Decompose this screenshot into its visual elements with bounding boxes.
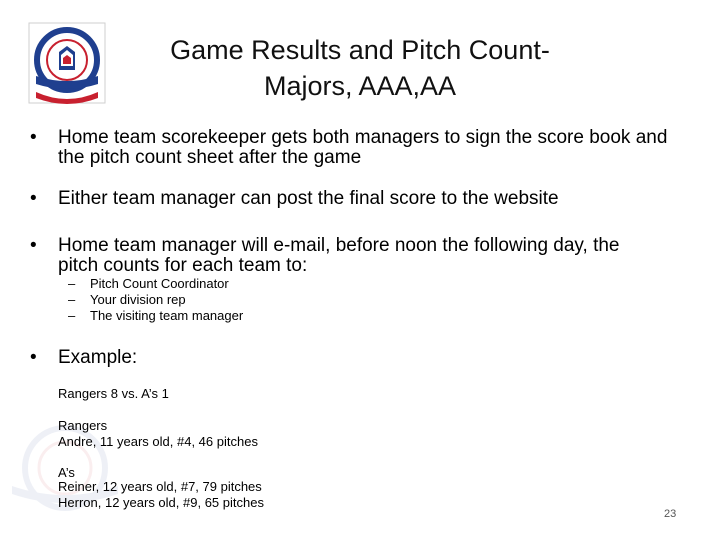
bullet-line: the pitch count sheet after the game bbox=[58, 147, 362, 168]
example-score-line: Rangers 8 vs. A’s 1 bbox=[58, 386, 169, 401]
example-pitcher-line: Andre, 11 years old, #4, 46 pitches bbox=[58, 434, 258, 449]
bullet-symbol: • bbox=[30, 347, 37, 368]
bullet-line: Example: bbox=[58, 347, 138, 368]
example-team2-name: A’s bbox=[58, 465, 75, 480]
bullet-line: pitch counts for each team to: bbox=[58, 255, 308, 276]
slide-title bbox=[130, 32, 590, 104]
sub-item-text: Your division rep bbox=[90, 292, 186, 307]
bullet-text bbox=[58, 236, 620, 276]
bullet-text bbox=[58, 189, 559, 209]
bullet-line: Home team scorekeeper gets both managers to sign the score book and bbox=[58, 127, 668, 148]
dash-symbol: – bbox=[68, 276, 76, 291]
page-number: 23 bbox=[664, 508, 677, 520]
little-league-logo bbox=[28, 22, 106, 104]
example-pitcher-line: Herron, 12 years old, #9, 65 pitches bbox=[58, 495, 264, 510]
bullet-text bbox=[58, 128, 667, 168]
bullet-line: Home team manager will e-mail, before noon the following day, the bbox=[58, 235, 620, 256]
example-pitcher-line: Reiner, 12 years old, #7, 79 pitches bbox=[58, 479, 262, 494]
dash-symbol: – bbox=[68, 292, 76, 307]
dash-symbol: – bbox=[68, 308, 76, 323]
example-team1-name: Rangers bbox=[58, 418, 108, 433]
sub-item-text: The visiting team manager bbox=[90, 308, 244, 323]
bullet-symbol: • bbox=[30, 127, 37, 148]
sub-item-text: Pitch Count Coordinator bbox=[90, 276, 229, 291]
bullet-line: Either team manager can post the final score to the website bbox=[58, 188, 559, 209]
title-line-2: Majors, AAA,AA bbox=[263, 71, 457, 101]
bullet-symbol: • bbox=[30, 235, 37, 256]
bullet-symbol: • bbox=[30, 188, 37, 209]
bullet-text bbox=[58, 348, 137, 368]
title-line-1: Game Results and Pitch Count- bbox=[170, 35, 550, 65]
